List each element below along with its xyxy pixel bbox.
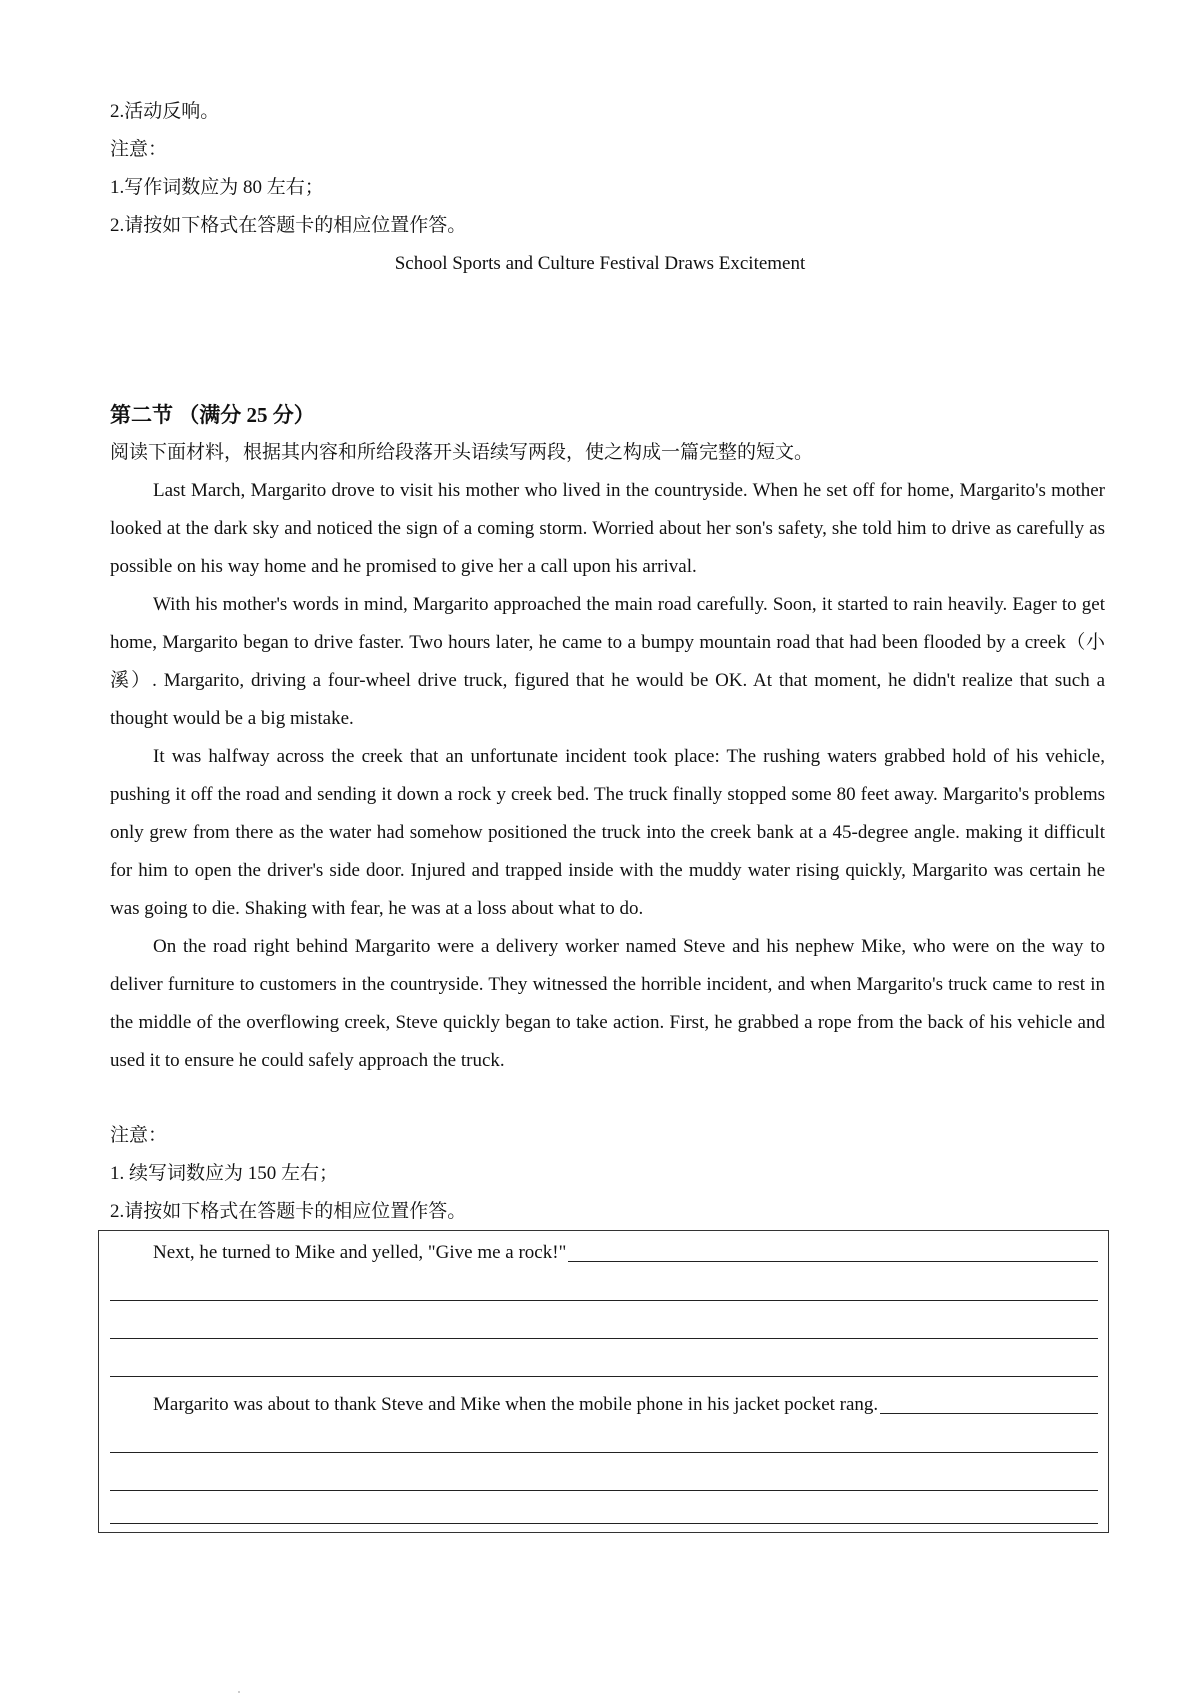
answer-blank[interactable]	[880, 1412, 1098, 1414]
note-1: 1.写作词数应为 80 左右；	[110, 177, 324, 198]
note-label-2: 注意：	[110, 1125, 168, 1146]
story-text	[110, 472, 1105, 1080]
story-paragraph-4: On the road right behind Margarito were a delivery worker named Steve and his nephew Mike, who were on the way to deliver furniture to customers in the countryside. They witnessed the horrible incident, and when Margarito's truck came to rest in the middle of the overflowing creek, Steve quickly began to take action. First, he grabbed a rope from the back of his vehicle and used it to ensure he could safely approach the truck.	[110, 936, 1105, 1071]
answer-box	[98, 1230, 1109, 1533]
story-paragraph-3: It was halfway across the creek that an unfortunate incident took place: The rushing waters grabbed hold of his vehicle, pushing it off the road and sending it down a rock y creek bed. The truck finally stopped some 80 feet away. Margarito's problems only grew from there as the water had somehow positioned the truck into the creek bank at a 45-degree angle. making it difficult for him to open the driver's side door. Injured and trapped inside with the muddy water rising quickly, Margarito was certain he was going to die. Shaking with fear, he was at a loss about what to do.	[110, 746, 1105, 919]
story-paragraph-2: With his mother's words in mind, Margarito approached the main road carefully. Soon, it started to rain heavily. Eager to get home, Margarito began to drive faster. Two hours later, he came to a bumpy mountain road that had been flooded by a creek（小溪）. Margarito, driving a four-wheel drive truck, figured that he would be OK. At that moment, he didn't realize that such a thought would be a big mistake.	[110, 594, 1105, 729]
essay-title: School Sports and Culture Festival Draws Excitement	[394, 253, 806, 274]
answer-line[interactable]	[110, 1523, 1098, 1524]
continuation-note-2: 2.请按如下格式在答题卡的相应位置作答。	[110, 1201, 467, 1222]
opening-sentence-2: Margarito was about to thank Steve and Mike when the mobile phone in his jacket pocket rang.	[153, 1394, 879, 1415]
section-heading: 第二节 （满分 25 分）	[110, 403, 315, 427]
story-paragraph-1: Last March, Margarito drove to visit his mother who lived in the countryside. When he set off for home, Margarito's mother looked at the dark sky and noticed the sign of a coming storm. Worried about her son's safety, she told him to drive as carefully as possible on his way home and he promised to give her a call upon his arrival.	[110, 480, 1105, 577]
answer-line[interactable]	[110, 1376, 1098, 1377]
answer-line[interactable]	[110, 1338, 1098, 1339]
answer-paragraph-1-start	[110, 1241, 1098, 1265]
scan-speck	[238, 1691, 240, 1693]
answer-blank[interactable]	[568, 1260, 1098, 1262]
note-2: 2.请按如下格式在答题卡的相应位置作答。	[110, 215, 467, 236]
answer-paragraph-2-start	[110, 1393, 1098, 1417]
section-instruction: 阅读下面材料，根据其内容和所给段落开头语续写两段，使之构成一篇完整的短文。	[110, 442, 814, 463]
continuation-note-1: 1. 续写词数应为 150 左右；	[110, 1163, 339, 1184]
answer-line[interactable]	[110, 1490, 1098, 1491]
opening-sentence-1: Next, he turned to Mike and yelled, "Give me a rock!"	[153, 1242, 567, 1263]
answer-line[interactable]	[110, 1300, 1098, 1301]
answer-line[interactable]	[110, 1452, 1098, 1453]
note-label: 注意：	[110, 139, 168, 160]
item-2-text: 2.活动反响。	[110, 101, 220, 122]
